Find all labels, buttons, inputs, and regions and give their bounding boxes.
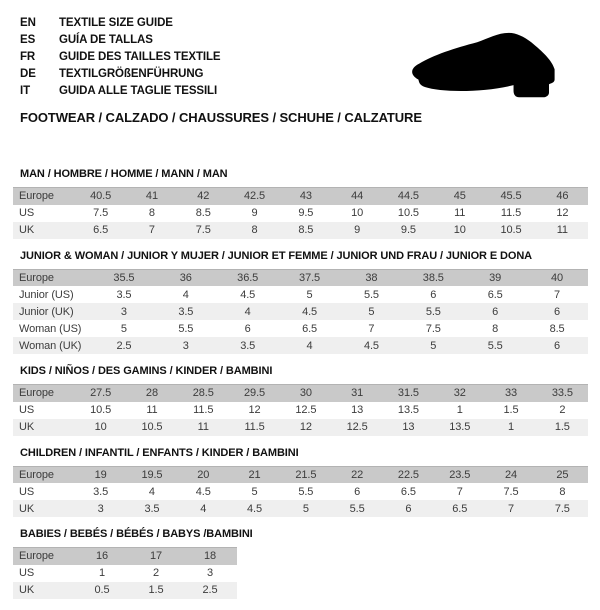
- row-label: Woman (US): [19, 322, 82, 335]
- size-cell: 5: [251, 485, 258, 498]
- size-cell: 11: [197, 421, 209, 433]
- size-cell: 30: [299, 387, 312, 400]
- size-cell: 11: [146, 404, 158, 416]
- size-cell: 31: [351, 387, 364, 400]
- size-cell: 1: [456, 404, 463, 416]
- size-cell: 11: [556, 224, 568, 236]
- size-cell: 10.5: [500, 224, 522, 236]
- size-cell: 27.5: [90, 387, 112, 400]
- table-row: [13, 337, 588, 354]
- size-cell: 19.5: [141, 468, 163, 481]
- size-cell: 12.5: [346, 421, 368, 433]
- size-cell: 10: [351, 207, 364, 219]
- size-table-body: [13, 385, 588, 436]
- size-cell: 4.5: [240, 288, 256, 301]
- size-cell: 32: [453, 387, 466, 400]
- size-cell: 0.5: [94, 584, 110, 596]
- size-cell: 6.5: [93, 224, 109, 236]
- size-cell: 4.5: [247, 502, 263, 515]
- table-title: JUNIOR & WOMAN / JUNIOR Y MUJER / JUNIOR ET FEMME / JUNIOR UND FRAU / JUNIOR E DONA: [20, 249, 533, 262]
- table-row: [13, 286, 588, 303]
- size-cell: 5: [302, 502, 309, 515]
- size-table-section: [0, 250, 600, 355]
- size-cell: 8: [492, 322, 499, 335]
- size-cell: 11.5: [500, 207, 522, 219]
- size-cell: 7.5: [503, 485, 519, 498]
- size-cell: 4.5: [302, 305, 318, 318]
- size-cell: 38: [365, 271, 378, 284]
- size-cell: 17: [149, 550, 163, 563]
- size-table: [13, 466, 588, 518]
- size-cell: 9: [251, 207, 258, 219]
- size-cell: 6: [554, 339, 561, 352]
- table-row: [13, 565, 237, 582]
- size-cell: 9.5: [298, 207, 314, 219]
- table-row: [13, 500, 588, 517]
- table-row: [13, 402, 588, 419]
- language-code: ES: [20, 33, 36, 46]
- size-cell: 3: [206, 567, 214, 579]
- size-cell: 3.5: [144, 502, 160, 515]
- size-cell: 5.5: [363, 288, 379, 301]
- language-code: FR: [20, 50, 36, 63]
- size-cell: 41: [145, 190, 158, 203]
- size-cell: 9: [354, 224, 361, 236]
- size-cell: 1.5: [148, 584, 164, 596]
- size-table-body: [13, 548, 237, 599]
- size-cell: 19: [94, 468, 107, 481]
- size-cell: 2.5: [116, 339, 132, 352]
- size-cell: 25: [556, 468, 569, 481]
- size-cell: 18: [203, 550, 217, 563]
- size-table-body: [13, 269, 588, 354]
- size-cell: 8.5: [195, 207, 211, 219]
- language-row: [20, 31, 221, 48]
- language-row: [20, 48, 221, 65]
- size-cell: 11.5: [244, 421, 265, 433]
- size-cell: 20: [197, 468, 210, 481]
- size-cell: 23.5: [449, 468, 471, 481]
- row-label: Junior (UK): [19, 305, 74, 318]
- size-cell: 28.5: [192, 387, 214, 400]
- size-cell: 6: [244, 322, 251, 335]
- size-cell: 39: [489, 271, 502, 284]
- table-row: [13, 466, 588, 483]
- size-cell: 42.5: [244, 190, 266, 203]
- size-cell: 7.5: [425, 322, 441, 335]
- row-label: Europe: [19, 271, 54, 284]
- size-cell: 44.5: [397, 190, 419, 203]
- size-cell: 10: [94, 421, 107, 433]
- size-cell: 38.5: [422, 271, 444, 284]
- size-cell: 6: [354, 485, 361, 498]
- size-cell: 12: [248, 404, 261, 416]
- language-label: GUIDA ALLE TAGLIE TESSILI: [59, 84, 218, 97]
- size-cell: 6: [405, 502, 412, 515]
- table-row: [13, 303, 588, 320]
- size-cell: 6.5: [452, 502, 468, 515]
- size-tables: [0, 168, 600, 610]
- size-cell: 43: [299, 190, 312, 203]
- size-cell: 7.5: [554, 502, 570, 515]
- size-cell: 2: [152, 567, 160, 579]
- row-label: Europe: [19, 468, 54, 481]
- size-cell: 6: [554, 305, 561, 318]
- language-row: [20, 82, 221, 99]
- size-cell: 29.5: [244, 387, 266, 400]
- size-cell: 45.5: [500, 190, 522, 203]
- size-cell: 8.5: [298, 224, 314, 236]
- language-list: [20, 14, 221, 99]
- size-cell: 6: [492, 305, 499, 318]
- size-cell: 8: [559, 485, 566, 498]
- size-cell: 1.5: [554, 421, 570, 433]
- language-row: [20, 65, 221, 82]
- row-label: US: [19, 567, 35, 579]
- size-cell: 5: [430, 339, 437, 352]
- row-label: Junior (US): [19, 288, 74, 301]
- size-cell: 8: [148, 207, 155, 219]
- size-table-body: [13, 188, 588, 239]
- row-label: UK: [19, 421, 35, 433]
- size-cell: 40.5: [90, 190, 112, 203]
- size-cell: 33: [505, 387, 518, 400]
- size-table-section: [0, 528, 600, 599]
- size-cell: 5.5: [425, 305, 441, 318]
- size-cell: 3.5: [240, 339, 256, 352]
- table-row: [13, 205, 588, 222]
- size-cell: 7: [554, 288, 561, 301]
- size-cell: 8.5: [549, 322, 565, 335]
- language-label: TEXTILGRÖßENFÜHRUNG: [59, 67, 204, 80]
- size-cell: 5.5: [298, 485, 314, 498]
- size-cell: 16: [95, 550, 109, 563]
- size-cell: 5.5: [487, 339, 503, 352]
- category-title: FOOTWEAR / CALZADO / CHAUSSURES / SCHUHE / CALZATURE: [20, 110, 422, 125]
- size-cell: 10.5: [90, 404, 112, 416]
- size-cell: 22.5: [397, 468, 419, 481]
- size-cell: 4.5: [363, 339, 379, 352]
- size-cell: 7: [508, 502, 515, 515]
- language-code: DE: [20, 67, 36, 80]
- language-row: [20, 14, 221, 31]
- size-cell: 28: [145, 387, 158, 400]
- size-cell: 44: [351, 190, 364, 203]
- size-cell: 7: [148, 224, 155, 236]
- size-cell: 3.5: [178, 305, 194, 318]
- size-cell: 31.5: [397, 387, 419, 400]
- size-cell: 7.5: [195, 224, 211, 236]
- size-cell: 6: [430, 288, 437, 301]
- size-table: [13, 547, 237, 599]
- size-cell: 46: [556, 190, 569, 203]
- size-table: [13, 187, 588, 239]
- size-cell: 4: [200, 502, 207, 515]
- row-label: Europe: [19, 190, 54, 203]
- language-label: GUÍA DE TALLAS: [59, 33, 153, 46]
- size-cell: 5: [368, 305, 375, 318]
- row-label: UK: [19, 502, 35, 515]
- table-row: [13, 320, 588, 337]
- size-cell: 36.5: [237, 271, 259, 284]
- size-cell: 5: [120, 322, 127, 335]
- table-row: [13, 419, 588, 436]
- row-label: Europe: [19, 550, 54, 563]
- table-title: BABIES / BEBÉS / BÉBÉS / BABYS /BAMBINI: [20, 528, 253, 540]
- size-cell: 4.5: [195, 485, 211, 498]
- size-cell: 9.5: [400, 224, 416, 236]
- dress-shoe-icon: [396, 31, 576, 101]
- row-label: Europe: [19, 387, 54, 400]
- size-table-section: [0, 365, 600, 436]
- size-cell: 3.5: [116, 288, 132, 301]
- size-cell: 11.5: [193, 404, 214, 416]
- size-cell: 12: [299, 421, 312, 433]
- language-code: IT: [20, 84, 31, 97]
- size-cell: 3: [182, 339, 189, 352]
- size-cell: 13: [351, 404, 364, 416]
- size-cell: 3.5: [93, 485, 109, 498]
- table-row: [13, 269, 588, 286]
- row-label: US: [19, 404, 35, 416]
- row-label: UK: [19, 584, 35, 596]
- size-cell: 2.5: [202, 584, 218, 596]
- size-cell: 5.5: [178, 322, 194, 335]
- table-title: CHILDREN / INFANTIL / ENFANTS / KINDER / BAMBINI: [20, 446, 299, 459]
- size-cell: 13.5: [397, 404, 419, 416]
- size-cell: 3: [97, 502, 104, 515]
- size-cell: 12.5: [295, 404, 317, 416]
- size-cell: 1: [508, 421, 515, 433]
- size-table-section: [0, 447, 600, 518]
- size-cell: 13: [402, 421, 415, 433]
- table-row: [13, 548, 237, 565]
- size-cell: 40: [551, 271, 564, 284]
- size-cell: 10: [453, 224, 466, 236]
- row-label: US: [19, 485, 35, 498]
- row-label: Woman (UK): [19, 339, 82, 352]
- size-table-section: [0, 168, 600, 239]
- size-cell: 37.5: [299, 271, 321, 284]
- language-label: TEXTILE SIZE GUIDE: [59, 16, 173, 29]
- size-cell: 42: [197, 190, 210, 203]
- size-cell: 10.5: [141, 421, 163, 433]
- size-cell: 21.5: [295, 468, 317, 481]
- size-cell: 21: [248, 468, 261, 481]
- size-cell: 33.5: [551, 387, 573, 400]
- size-cell: 11: [454, 207, 466, 219]
- size-cell: 5: [306, 288, 313, 301]
- size-cell: 5.5: [349, 502, 365, 515]
- size-cell: 7.5: [93, 207, 109, 219]
- size-cell: 35.5: [113, 271, 135, 284]
- size-table: [13, 269, 588, 355]
- table-row: [13, 222, 588, 239]
- table-row: [13, 483, 588, 500]
- size-cell: 45: [453, 190, 466, 203]
- table-title: MAN / HOMBRE / HOMME / MANN / MAN: [20, 168, 228, 180]
- size-cell: 2: [559, 404, 566, 416]
- size-cell: 6.5: [302, 322, 318, 335]
- table-row: [13, 385, 588, 402]
- size-cell: 13.5: [449, 421, 471, 433]
- table-row: [13, 582, 237, 599]
- table-row: [13, 188, 588, 205]
- size-cell: 6.5: [400, 485, 416, 498]
- size-cell: 1: [98, 567, 106, 579]
- size-cell: 6.5: [487, 288, 503, 301]
- size-cell: 12: [556, 207, 569, 219]
- table-title: KIDS / NIÑOS / DES GAMINS / KINDER / BAMBINI: [20, 365, 273, 377]
- language-code: EN: [20, 16, 36, 29]
- size-cell: 7: [368, 322, 375, 335]
- size-cell: 4: [244, 305, 251, 318]
- size-cell: 8: [251, 224, 258, 236]
- size-table-body: [13, 466, 588, 517]
- size-cell: 4: [148, 485, 155, 498]
- size-table: [13, 384, 588, 436]
- size-cell: 4: [306, 339, 313, 352]
- language-label: GUIDE DES TAILLES TEXTILE: [59, 50, 221, 63]
- size-cell: 4: [182, 288, 189, 301]
- size-cell: 22: [351, 468, 364, 481]
- size-cell: 1.5: [503, 404, 519, 416]
- size-cell: 7: [456, 485, 463, 498]
- row-label: US: [19, 207, 35, 219]
- size-cell: 3: [120, 305, 127, 318]
- size-cell: 24: [505, 468, 518, 481]
- row-label: UK: [19, 224, 35, 236]
- size-cell: 36: [179, 271, 192, 284]
- size-cell: 10.5: [397, 207, 419, 219]
